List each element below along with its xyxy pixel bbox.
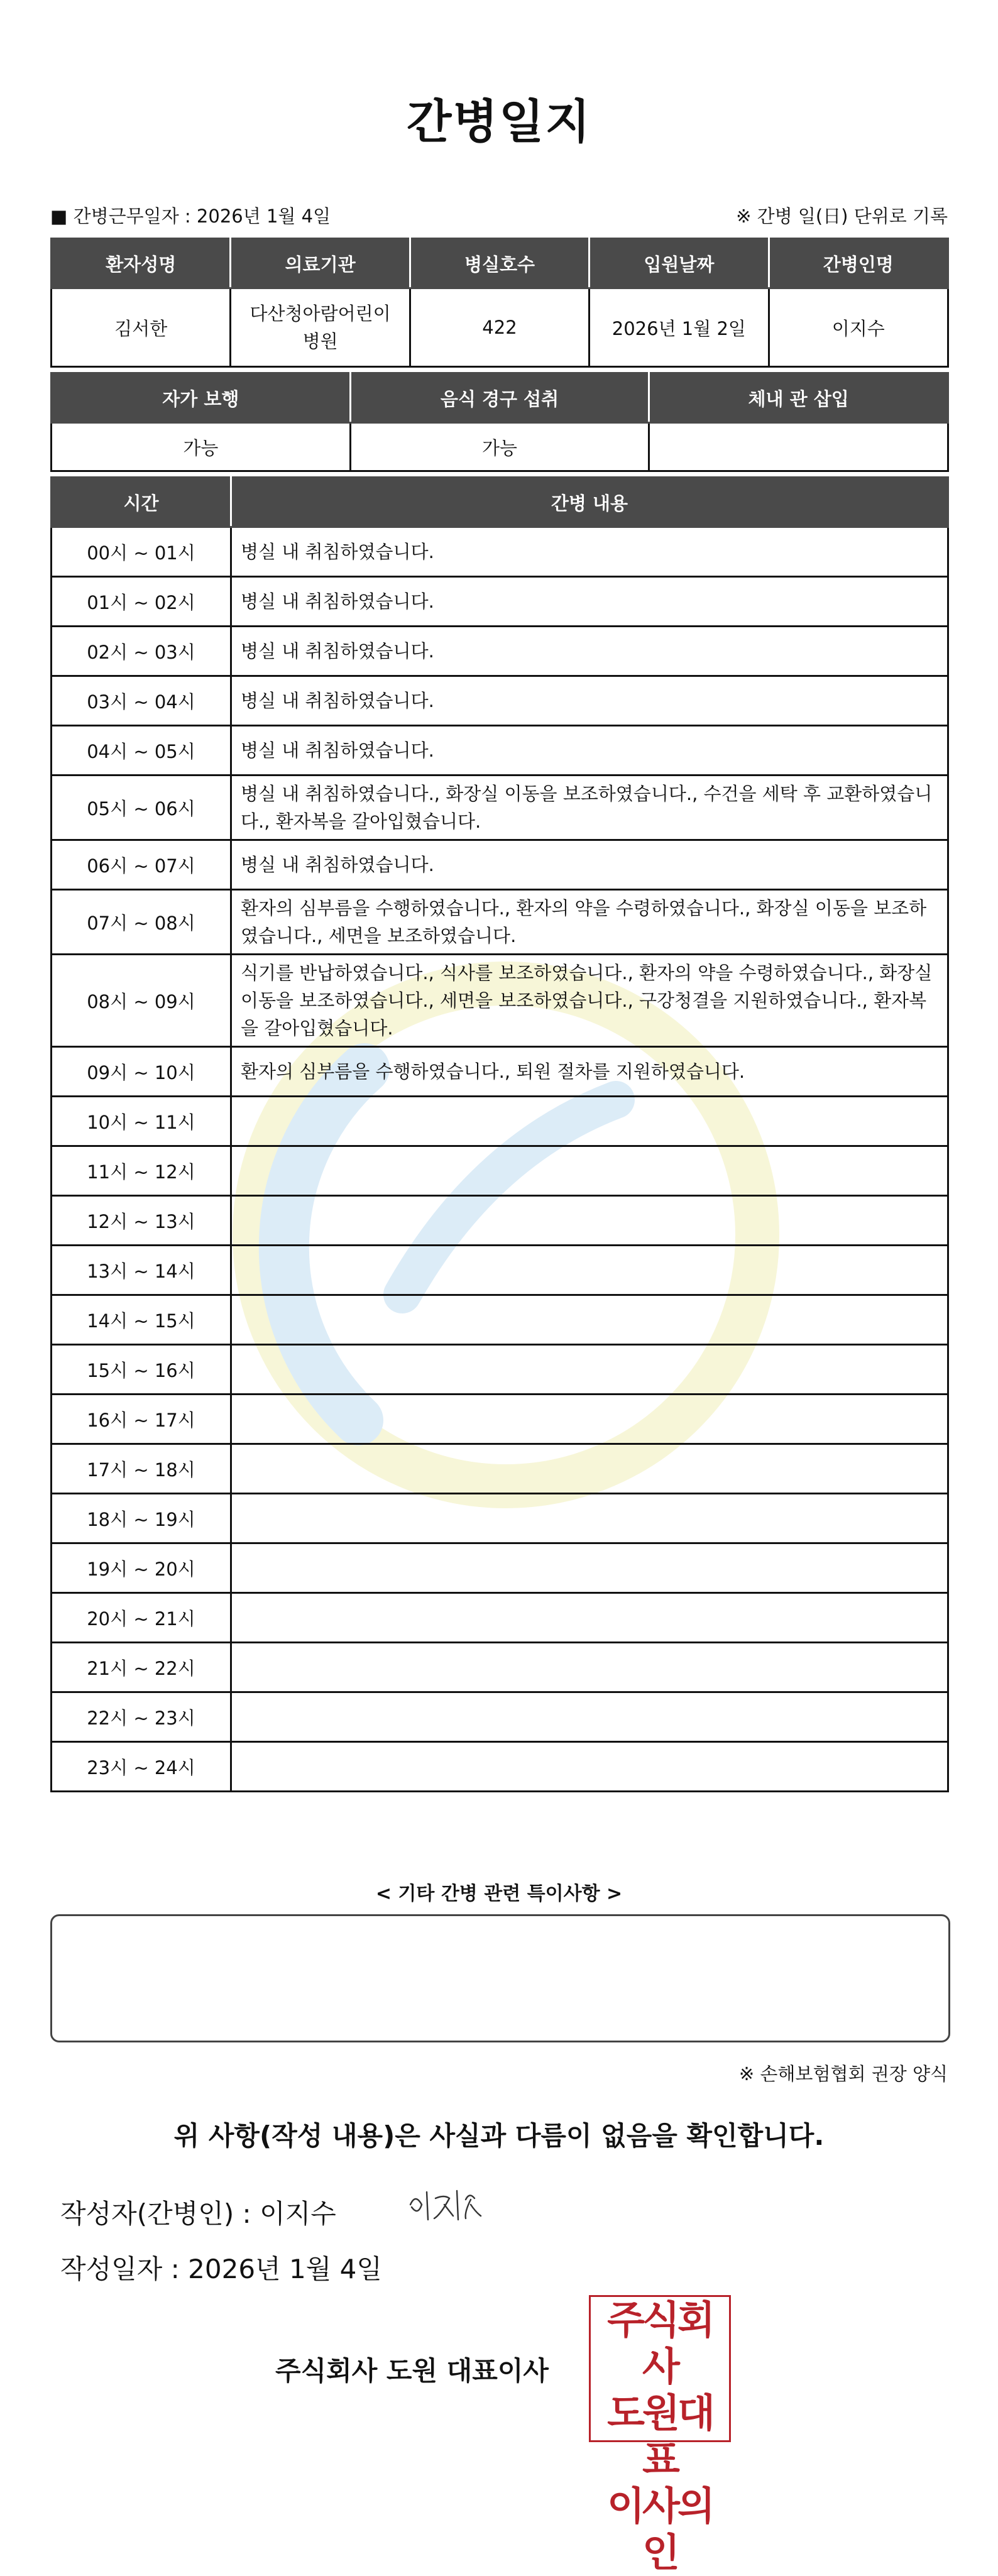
table-row	[52, 1146, 948, 1196]
time-slot: 00시 ~ 01시	[52, 527, 231, 577]
table-row	[52, 1494, 948, 1543]
notes-title: < 기타 간병 관련 특이사항 >	[375, 1883, 623, 1905]
time-slot: 14시 ~ 15시	[52, 1295, 231, 1345]
care-content: 병실 내 취침하였습니다.	[231, 577, 948, 627]
association-note: ※ 손해보험협회 권장 양식	[738, 2063, 948, 2085]
time-slot: 03시 ~ 04시	[52, 676, 231, 726]
write-date-line	[60, 2249, 382, 2286]
writer-name: 이지수	[260, 2198, 336, 2229]
care-log-table	[50, 476, 949, 1792]
table-row	[52, 840, 948, 890]
header-admission-date: 입원날짜	[589, 239, 769, 288]
table-row	[52, 627, 948, 676]
time-slot: 20시 ~ 21시	[52, 1593, 231, 1643]
time-slot: 04시 ~ 05시	[52, 726, 231, 776]
care-content: 병실 내 취침하였습니다., 화장실 이동을 보조하였습니다., 수건을 세탁 후 교환하였습니다., 환자복을 갈아입혔습니다.	[231, 776, 948, 840]
care-content: 병실 내 취침하였습니다.	[231, 676, 948, 726]
care-content: 환자의 심부름을 수행하였습니다., 퇴원 절차를 지원하였습니다.	[231, 1047, 948, 1097]
time-slot: 23시 ~ 24시	[52, 1742, 231, 1792]
table-row	[52, 1395, 948, 1444]
time-slot: 19시 ~ 20시	[52, 1543, 231, 1593]
tube-value	[649, 423, 948, 471]
walking-value: 가능	[52, 423, 351, 471]
care-content	[231, 1246, 948, 1295]
patient-status-table	[50, 372, 949, 472]
table-row	[52, 890, 948, 955]
header-tube: 체내 관 삽입	[649, 373, 948, 423]
table-row	[52, 1643, 948, 1692]
table-row	[52, 1196, 948, 1246]
notes-box	[50, 1914, 950, 2042]
seal-line-2: 도원대표	[607, 2390, 713, 2482]
work-date-value: 2026년 1월 4일	[196, 206, 331, 227]
header-caregiver: 간병인명	[769, 239, 948, 288]
table-row	[52, 1295, 948, 1345]
write-date-label: 작성일자 :	[60, 2254, 180, 2284]
care-content: 식기를 반납하였습니다., 식사를 보조하였습니다., 환자의 약을 수령하였습니다., 화장실 이동을 보조하였습니다., 세면을 보조하였습니다., 구강청결을 지원하였습니다., 환자복을 갈아입혔습니다.	[231, 955, 948, 1047]
company-seal-stamp	[589, 2295, 731, 2575]
time-slot: 15시 ~ 16시	[52, 1345, 231, 1395]
table-row	[52, 676, 948, 726]
oral-intake-value: 가능	[350, 423, 649, 471]
time-slot: 05시 ~ 06시	[52, 776, 231, 840]
time-slot: 08시 ~ 09시	[52, 955, 231, 1047]
time-slot: 13시 ~ 14시	[52, 1246, 231, 1295]
time-slot: 11시 ~ 12시	[52, 1146, 231, 1196]
time-slot: 22시 ~ 23시	[52, 1692, 231, 1742]
header-patient-name: 환자성명	[52, 239, 231, 288]
table-row	[52, 726, 948, 776]
table-row	[52, 1097, 948, 1146]
care-content: 병실 내 취침하였습니다.	[231, 726, 948, 776]
table-row	[52, 1444, 948, 1494]
table-row	[52, 1246, 948, 1295]
care-content	[231, 1444, 948, 1494]
care-content	[231, 1593, 948, 1643]
header-care-content: 간병 내용	[231, 478, 948, 527]
admission-date: 2026년 1월 2일	[589, 288, 769, 367]
table-row	[52, 577, 948, 627]
time-slot: 17시 ~ 18시	[52, 1444, 231, 1494]
care-content	[231, 1692, 948, 1742]
writer-label: 작성자(간병인) :	[60, 2198, 251, 2229]
table-row	[52, 1692, 948, 1742]
care-content	[231, 1097, 948, 1146]
care-content: 병실 내 취침하였습니다.	[231, 627, 948, 676]
header-time: 시간	[52, 478, 231, 527]
time-slot: 07시 ~ 08시	[52, 890, 231, 955]
handwritten-signature	[405, 2186, 487, 2230]
time-slot: 09시 ~ 10시	[52, 1047, 231, 1097]
header-walking: 자가 보행	[52, 373, 351, 423]
hospital-name: 다산청아람어린이 병원	[231, 288, 410, 367]
table-row	[52, 1593, 948, 1643]
care-content: 환자의 심부름을 수행하였습니다., 환자의 약을 수령하였습니다., 화장실 이동을 보조하였습니다., 세면을 보조하였습니다.	[231, 890, 948, 955]
care-content	[231, 1345, 948, 1395]
work-date-label: ■ 간병근무일자 :	[50, 206, 191, 227]
table-row	[52, 955, 948, 1047]
table-row	[52, 1742, 948, 1792]
care-content	[231, 1543, 948, 1593]
time-slot: 18시 ~ 19시	[52, 1494, 231, 1543]
table-row	[52, 776, 948, 840]
care-content: 병실 내 취침하였습니다.	[231, 840, 948, 890]
header-room: 병실호수	[410, 239, 589, 288]
header-hospital: 의료기관	[231, 239, 410, 288]
care-content	[231, 1196, 948, 1246]
time-slot: 10시 ~ 11시	[52, 1097, 231, 1146]
time-slot: 06시 ~ 07시	[52, 840, 231, 890]
seal-text	[589, 2295, 731, 2575]
patient-info-table	[50, 238, 949, 368]
time-slot: 21시 ~ 22시	[52, 1643, 231, 1692]
seal-line-1: 주식회사	[607, 2297, 713, 2389]
care-content	[231, 1643, 948, 1692]
care-content	[231, 1146, 948, 1196]
table-row	[52, 1345, 948, 1395]
company-representative: 주식회사 도원 대표이사	[275, 2355, 549, 2386]
time-slot: 12시 ~ 13시	[52, 1196, 231, 1246]
room-number: 422	[410, 288, 589, 367]
write-date-value: 2026년 1월 4일	[188, 2254, 382, 2284]
care-content	[231, 1494, 948, 1543]
care-content	[231, 1742, 948, 1792]
writer-line	[60, 2193, 336, 2231]
time-slot: 16시 ~ 17시	[52, 1395, 231, 1444]
record-unit-note: ※ 간병 일(日) 단위로 기록	[736, 206, 948, 227]
caregiver-name: 이지수	[769, 288, 948, 367]
care-content	[231, 1395, 948, 1444]
confirmation-statement: 위 사항(작성 내용)은 사실과 다름이 없음을 확인합니다.	[173, 2120, 825, 2151]
time-slot: 01시 ~ 02시	[52, 577, 231, 627]
table-row	[52, 1047, 948, 1097]
page-title: 간병일지	[407, 95, 591, 149]
time-slot: 02시 ~ 03시	[52, 627, 231, 676]
table-row	[52, 1543, 948, 1593]
table-row	[52, 527, 948, 577]
header-oral-intake: 음식 경구 섭취	[350, 373, 649, 423]
seal-line-3: 이사의인	[607, 2483, 713, 2575]
work-date	[50, 202, 331, 228]
patient-name: 김서한	[52, 288, 231, 367]
care-content: 병실 내 취침하였습니다.	[231, 527, 948, 577]
care-content	[231, 1295, 948, 1345]
